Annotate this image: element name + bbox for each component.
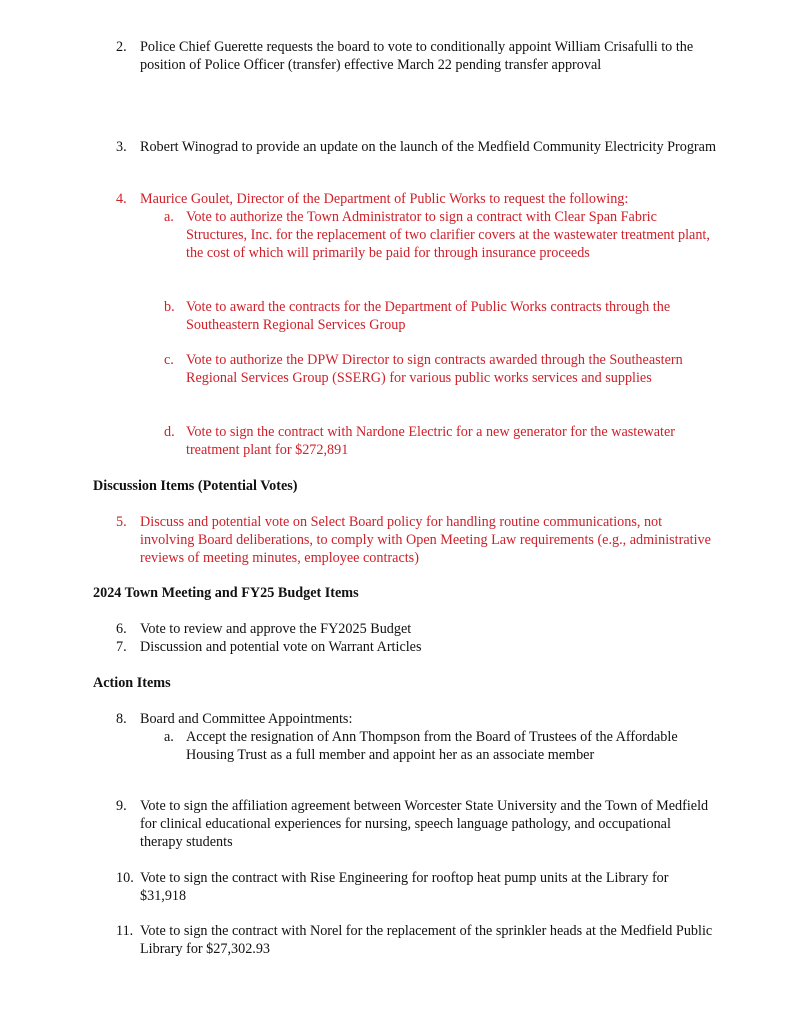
agenda-item-6: 6. Vote to review and approve the FY2025 Budget [116, 621, 412, 637]
agenda-item-3: 3. Robert Winograd to provide an update on the launch of the Medfield Community Electricity Program [116, 139, 716, 155]
agenda-subitem-4c: c. Vote to authorize the DPW Director to sign contracts awarded through the Southeastern Regional Services Group (SSERG) for various public works services and supplies [164, 352, 683, 386]
agenda-item-5: 5. Discuss and potential vote on Select Board policy for handling routine communications, not involving Board deliberations, to comply with Open Meeting Law requirements (e.g., administrative reviews of meeting minutes, employee contracts) [116, 514, 711, 566]
agenda-item-8: 8. Board and Committee Appointments: [116, 711, 353, 727]
section-heading-town-meeting: 2024 Town Meeting and FY25 Budget Items [93, 585, 359, 601]
agenda-item-10: 10. Vote to sign the contract with Rise Engineering for rooftop heat pump units at the Library for $31,918 [116, 870, 669, 904]
agenda-item-7: 7. Discussion and potential vote on Warrant Articles [116, 639, 422, 655]
agenda-subitem-4b: b. Vote to award the contracts for the Department of Public Works contracts through the Southeastern Regional Services Group [164, 299, 671, 333]
agenda-subitem-8a: a. Accept the resignation of Ann Thompson from the Board of Trustees of the Affordable Housing Trust as a full member and appoint her as an associate member [164, 729, 678, 763]
agenda-item-2: 2. Police Chief Guerette requests the board to vote to conditionally appoint William Crisafulli to the position of Police Officer (transfer) effective March 22 pending transfer approval [116, 39, 694, 73]
section-heading-action-items: Action Items [93, 675, 171, 691]
agenda-item-11: 11. Vote to sign the contract with Norel for the replacement of the sprinkler heads at the Medfield Public Library for $27,302.93 [116, 923, 713, 957]
agenda-item-9: 9. Vote to sign the affiliation agreement between Worcester State University and the Town of Medfield for clinical educational experiences for nursing, speech language pathology, and occupational therapy students [116, 798, 709, 850]
agenda-item-4: 4. Maurice Goulet, Director of the Department of Public Works to request the following: [116, 191, 629, 207]
agenda-subitem-4d: d. Vote to sign the contract with Nardone Electric for a new generator for the wastewater treatment plant for $272,891 [164, 424, 676, 458]
agenda-subitem-4a: a. Vote to authorize the Town Administrator to sign a contract with Clear Span Fabric Structures, Inc. for the replacement of two clarifier covers at the wastewater treatment plant, the cost of which will primarily be paid for through insurance proceeds [164, 209, 710, 261]
section-heading-discussion: Discussion Items (Potential Votes) [93, 478, 298, 494]
